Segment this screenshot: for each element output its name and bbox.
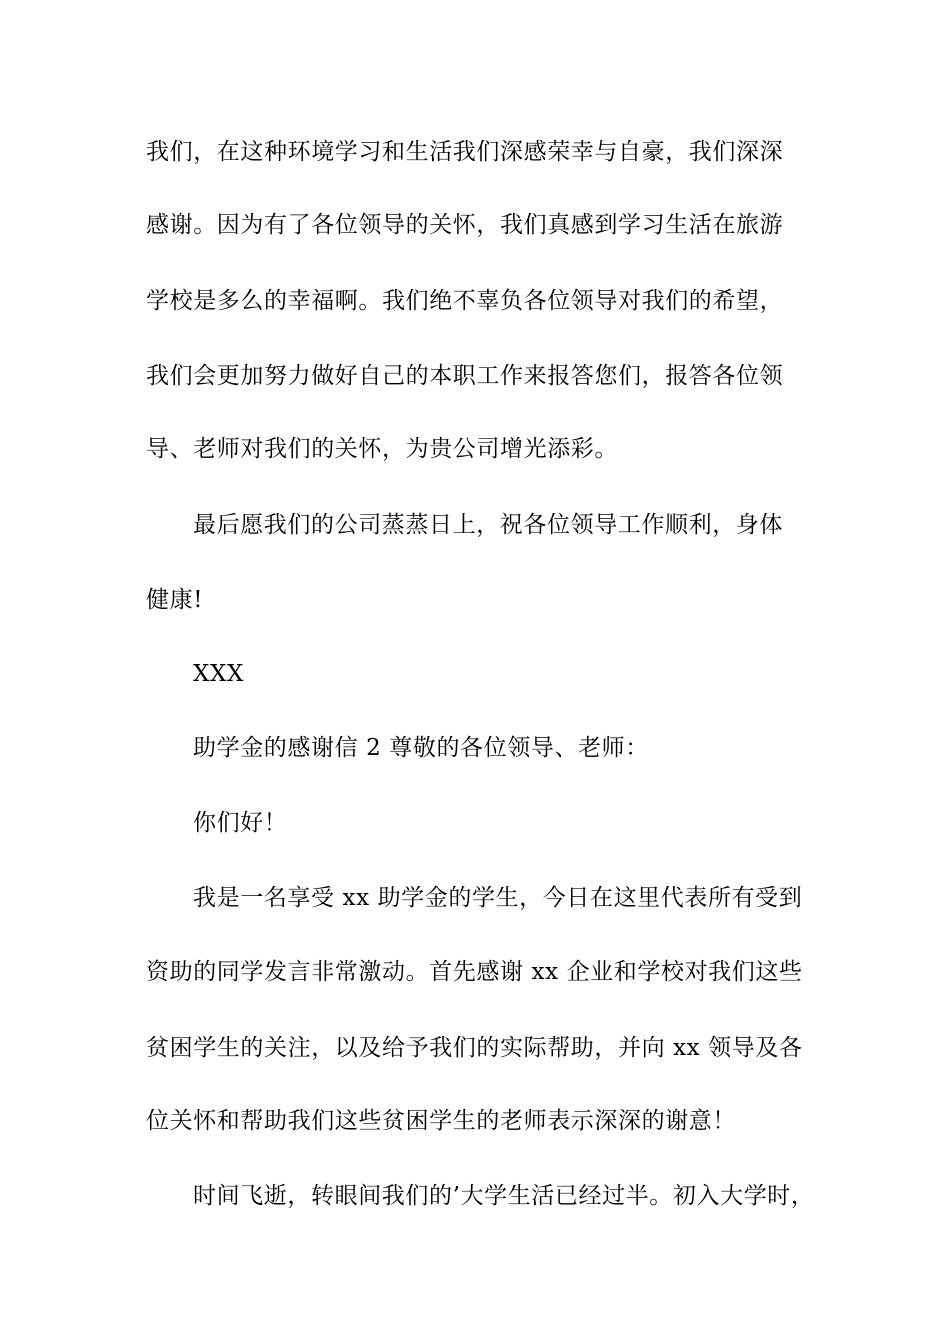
text-line: 健康!	[146, 587, 204, 613]
text-line: 导、老师对我们的关怀，为贵公司增光添彩。	[146, 436, 618, 462]
letter-heading: 助学金的感谢信 2 尊敬的各位领导、老师：	[193, 735, 649, 761]
text-line: 我们会更加努力做好自己的本职工作来报答您们，报答各位领	[146, 363, 784, 389]
text-line: 学校是多么的幸福啊。我们绝不辜负各位领导对我们的希望，	[146, 288, 784, 314]
paragraph-start: 最后愿我们的公司蒸蒸日上，祝各位领导工作顺利，身体	[193, 512, 783, 538]
text-line: 贫困学生的关注，以及给予我们的实际帮助，并向 xx 领导及各	[146, 1035, 803, 1061]
paragraph-start: 时间飞逝，转眼间我们的’大学生活已经过半。初入大学时，	[193, 1183, 815, 1209]
paragraph-start: 我是一名享受 xx 助学金的学生，今日在这里代表所有受到	[193, 885, 803, 911]
greeting: 你们好！	[193, 810, 288, 836]
text-line: 我们，在这种环境学习和生活我们深感荣幸与自豪，我们深深	[146, 139, 784, 165]
text-line: 位关怀和帮助我们这些贫困学生的老师表示深深的谢意！	[146, 1108, 736, 1134]
text-line: 资助的同学发言非常激动。首先感谢 xx 企业和学校对我们这些	[146, 959, 803, 985]
signature: XXX	[193, 661, 244, 687]
text-line: 感谢。因为有了各位领导的关怀，我们真感到学习生活在旅游	[146, 212, 784, 238]
